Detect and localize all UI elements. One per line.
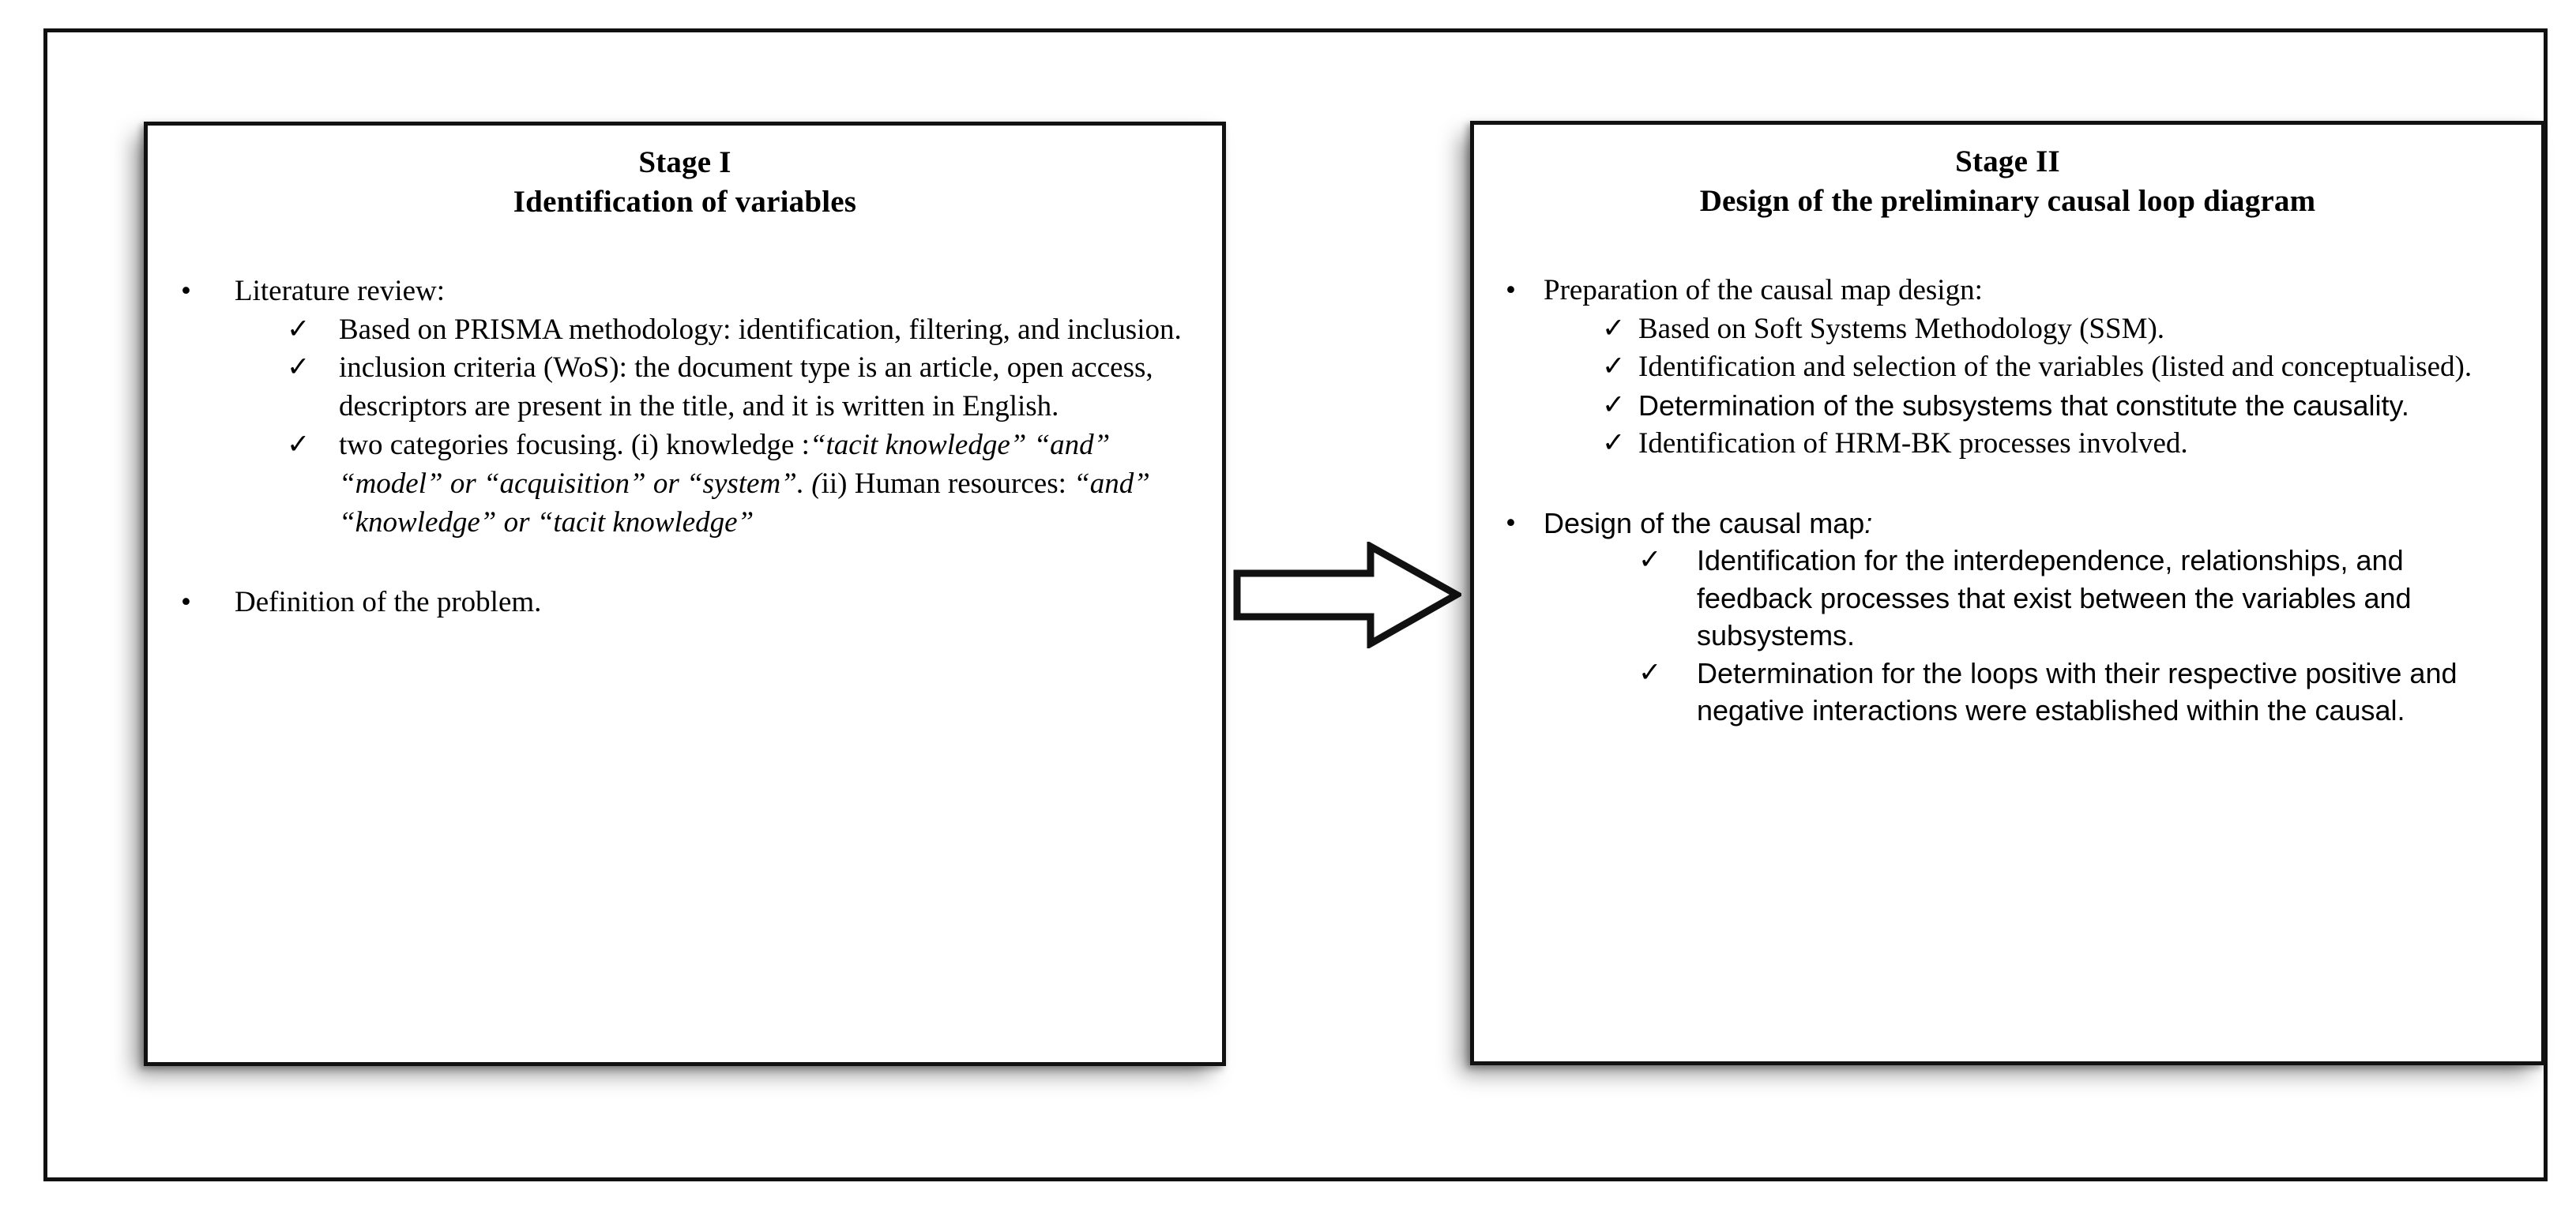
stage-2-title: Stage II	[1955, 145, 2060, 178]
spacer	[168, 543, 1202, 584]
list-item	[168, 272, 1202, 543]
stage-1-box	[144, 122, 1226, 1066]
list-item-label-plain-a: two categories focusing. (i) knowledge :	[339, 429, 810, 462]
list-item	[1626, 655, 2521, 730]
list-item	[1495, 505, 2521, 730]
list-item-label: Based on Soft Systems Methodology (SSM).	[1638, 312, 2165, 345]
list-item-label-italic-a: “tacit knowledge” “and” “model” or “acquisition” or “system”. (	[339, 429, 1111, 500]
list-item	[1600, 387, 2521, 425]
list-item	[266, 349, 1202, 426]
bullet-dot-icon: •	[1506, 273, 1516, 306]
check-icon: ✓	[287, 351, 310, 383]
list-item-label-italic: :	[1864, 506, 1873, 539]
stage-2-sublist-b	[1626, 542, 2521, 730]
stage-1-title: Stage I	[638, 145, 731, 179]
list-item-label: Literature review:	[235, 274, 446, 307]
list-item	[1626, 542, 2521, 655]
list-item-label: Identification and selection of the variables (listed and conceptualised).	[1638, 351, 2473, 384]
stage-2-box	[1470, 121, 2545, 1065]
stage-1-list	[168, 272, 1202, 622]
spacer	[1495, 464, 2521, 505]
spacer	[168, 222, 1202, 272]
check-icon: ✓	[287, 429, 310, 460]
list-item-label: Identification for the interdependence, relationships, and feedback processes that exist between the variables and subsystems.	[1697, 544, 2412, 652]
arrow-shape	[1237, 546, 1457, 644]
stage-2-content	[1474, 125, 2541, 1061]
list-item	[1600, 425, 2521, 464]
stage-1-subtitle: Identification of variables	[513, 184, 857, 219]
check-icon: ✓	[1602, 351, 1626, 382]
stage-2-subtitle: Design of the preliminary causal loop diagram	[1699, 183, 2316, 218]
spacer	[1495, 221, 2521, 272]
list-item-label: inclusion criteria (WoS): the document type is an article, open access, descriptors are present in the title, and it is written in English.	[339, 351, 1153, 423]
list-item	[1495, 272, 2521, 464]
stage-1-content	[148, 126, 1222, 1062]
stage-1-header	[168, 143, 1202, 222]
list-item-label: Preparation of the causal map design:	[1544, 273, 1983, 306]
check-icon: ✓	[287, 313, 310, 344]
list-item-label: Definition of the problem.	[235, 585, 542, 618]
list-item-label-italic-b: “and” “knowledge” or “tacit knowledge”	[339, 467, 1150, 539]
outer-frame	[43, 28, 2548, 1181]
bullet-dot-icon: •	[181, 274, 191, 307]
list-item-label-plain-b: ii) Human resources:	[821, 467, 1074, 500]
check-icon: ✓	[1638, 656, 1662, 688]
list-item	[266, 426, 1202, 542]
check-icon: ✓	[1638, 544, 1662, 576]
stage-2-list	[1495, 272, 2521, 730]
bullet-dot-icon: •	[181, 585, 191, 618]
list-item-label: Determination of the subsystems that constitute the causality.	[1638, 389, 2409, 422]
bullet-dot-icon: •	[1506, 506, 1516, 539]
list-item	[1600, 310, 2521, 349]
flow-arrow-icon	[1232, 542, 1461, 648]
list-item-label: Based on PRISMA methodology: identification, filtering, and inclusion.	[339, 313, 1182, 346]
list-item-label: Determination for the loops with their respective positive and negative interactions were established within the causal.	[1697, 656, 2458, 727]
check-icon: ✓	[1602, 426, 1626, 458]
list-item	[1600, 348, 2521, 387]
list-item-label: Design of the causal map	[1544, 506, 1865, 539]
list-item-label: Identification of HRM-BK processes involved.	[1638, 426, 2188, 460]
list-item	[168, 584, 1202, 622]
stage-1-sublist	[266, 311, 1202, 543]
stage-2-sublist-a	[1600, 310, 2521, 464]
check-icon: ✓	[1602, 312, 1626, 344]
check-icon: ✓	[1602, 389, 1626, 421]
list-item	[266, 311, 1202, 350]
stage-2-header	[1495, 142, 2521, 221]
